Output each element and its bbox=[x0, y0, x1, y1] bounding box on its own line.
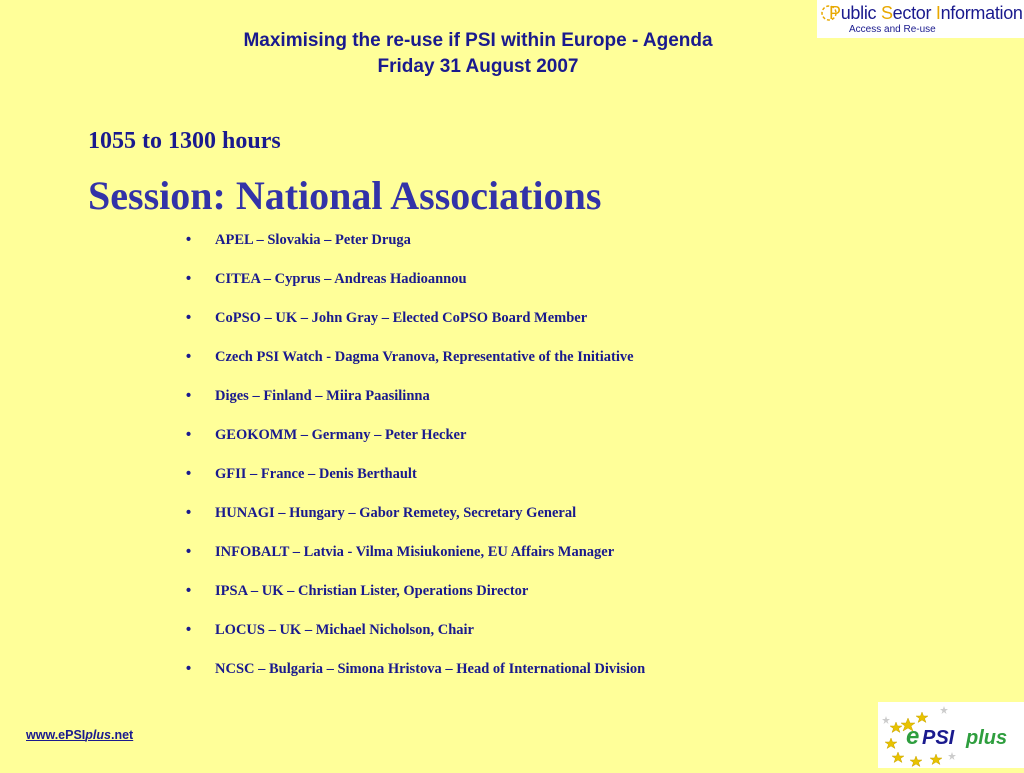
bullet-icon: • bbox=[186, 661, 192, 677]
agenda-item-text: IPSA – UK – Christian Lister, Operations Director bbox=[215, 583, 529, 599]
agenda-item-text: LOCUS – UK – Michael Nicholson, Chair bbox=[215, 622, 474, 638]
agenda-item-text: Diges – Finland – Miira Paasilinna bbox=[215, 388, 430, 404]
epsiplus-website-link[interactable] bbox=[26, 728, 133, 742]
session-time: 1055 to 1300 hours bbox=[88, 128, 281, 154]
bullet-icon: • bbox=[186, 349, 192, 365]
bullet-icon: • bbox=[186, 466, 192, 482]
bullet-icon: • bbox=[186, 622, 192, 638]
psi-logo-word-ector: ector bbox=[892, 3, 936, 23]
bullet-icon: • bbox=[186, 583, 192, 599]
header-title-line2: Friday 31 August 2007 bbox=[377, 56, 579, 77]
psi-logo-tagline: Access and Re-use bbox=[849, 24, 936, 35]
agenda-item-text: HUNAGI – Hungary – Gabor Remetey, Secretary General bbox=[215, 505, 577, 521]
agenda-item-text: INFOBALT – Latvia - Vilma Misiukoniene, EU Affairs Manager bbox=[215, 544, 615, 560]
agenda-item-text: GEOKOMM – Germany – Peter Hecker bbox=[215, 427, 467, 443]
agenda-item-text: CITEA – Cyprus – Andreas Hadioannou bbox=[215, 271, 467, 287]
epsi-logo-letter-e: e bbox=[906, 723, 920, 750]
epsi-logo-psi: PSI bbox=[922, 727, 955, 749]
psi-logo-letter-i: I bbox=[935, 3, 941, 23]
agenda-item-text: CoPSO – UK – John Gray – Elected CoPSO Board Member bbox=[215, 310, 588, 326]
psi-logo-word-ublic: ublic bbox=[840, 3, 881, 23]
epsiplus-logo bbox=[878, 702, 1024, 768]
bullet-icon: • bbox=[186, 271, 192, 287]
bullet-icon: • bbox=[186, 505, 192, 521]
epsi-logo-plus: plus bbox=[966, 727, 1008, 749]
psi-logo-letter-p: P bbox=[829, 3, 841, 23]
footer-link-prefix: www.ePSI bbox=[26, 728, 86, 742]
slide-header bbox=[0, 28, 956, 80]
agenda-item-text: GFII – France – Denis Berthault bbox=[215, 466, 417, 482]
agenda-item-text: APEL – Slovakia – Peter Druga bbox=[215, 232, 411, 248]
bullet-icon: • bbox=[186, 232, 192, 248]
header-title-line1: Maximising the re-use if PSI within Europe - Agenda bbox=[243, 30, 713, 51]
psi-logo-letter-s: S bbox=[880, 3, 893, 23]
agenda-item-text: Czech PSI Watch - Dagma Vranova, Representative of the Initiative bbox=[215, 349, 634, 365]
footer-link-italic: plus bbox=[85, 728, 111, 742]
agenda-item-text: NCSC – Bulgaria – Simona Hristova – Head of International Division bbox=[215, 661, 646, 677]
epsiplus-logo-graphic bbox=[878, 702, 1024, 768]
bullet-icon: • bbox=[186, 388, 192, 404]
public-sector-information-logo bbox=[817, 0, 1024, 38]
session-title: Session: National Associations bbox=[88, 173, 602, 218]
bullet-icon: • bbox=[186, 427, 192, 443]
psi-logo-word-nformation: nformation bbox=[940, 3, 1023, 23]
bullet-icon: • bbox=[186, 310, 192, 326]
footer-link-suffix: .net bbox=[110, 728, 134, 742]
psi-logo-wordmark bbox=[829, 3, 1023, 24]
bullet-icon: • bbox=[186, 544, 192, 560]
